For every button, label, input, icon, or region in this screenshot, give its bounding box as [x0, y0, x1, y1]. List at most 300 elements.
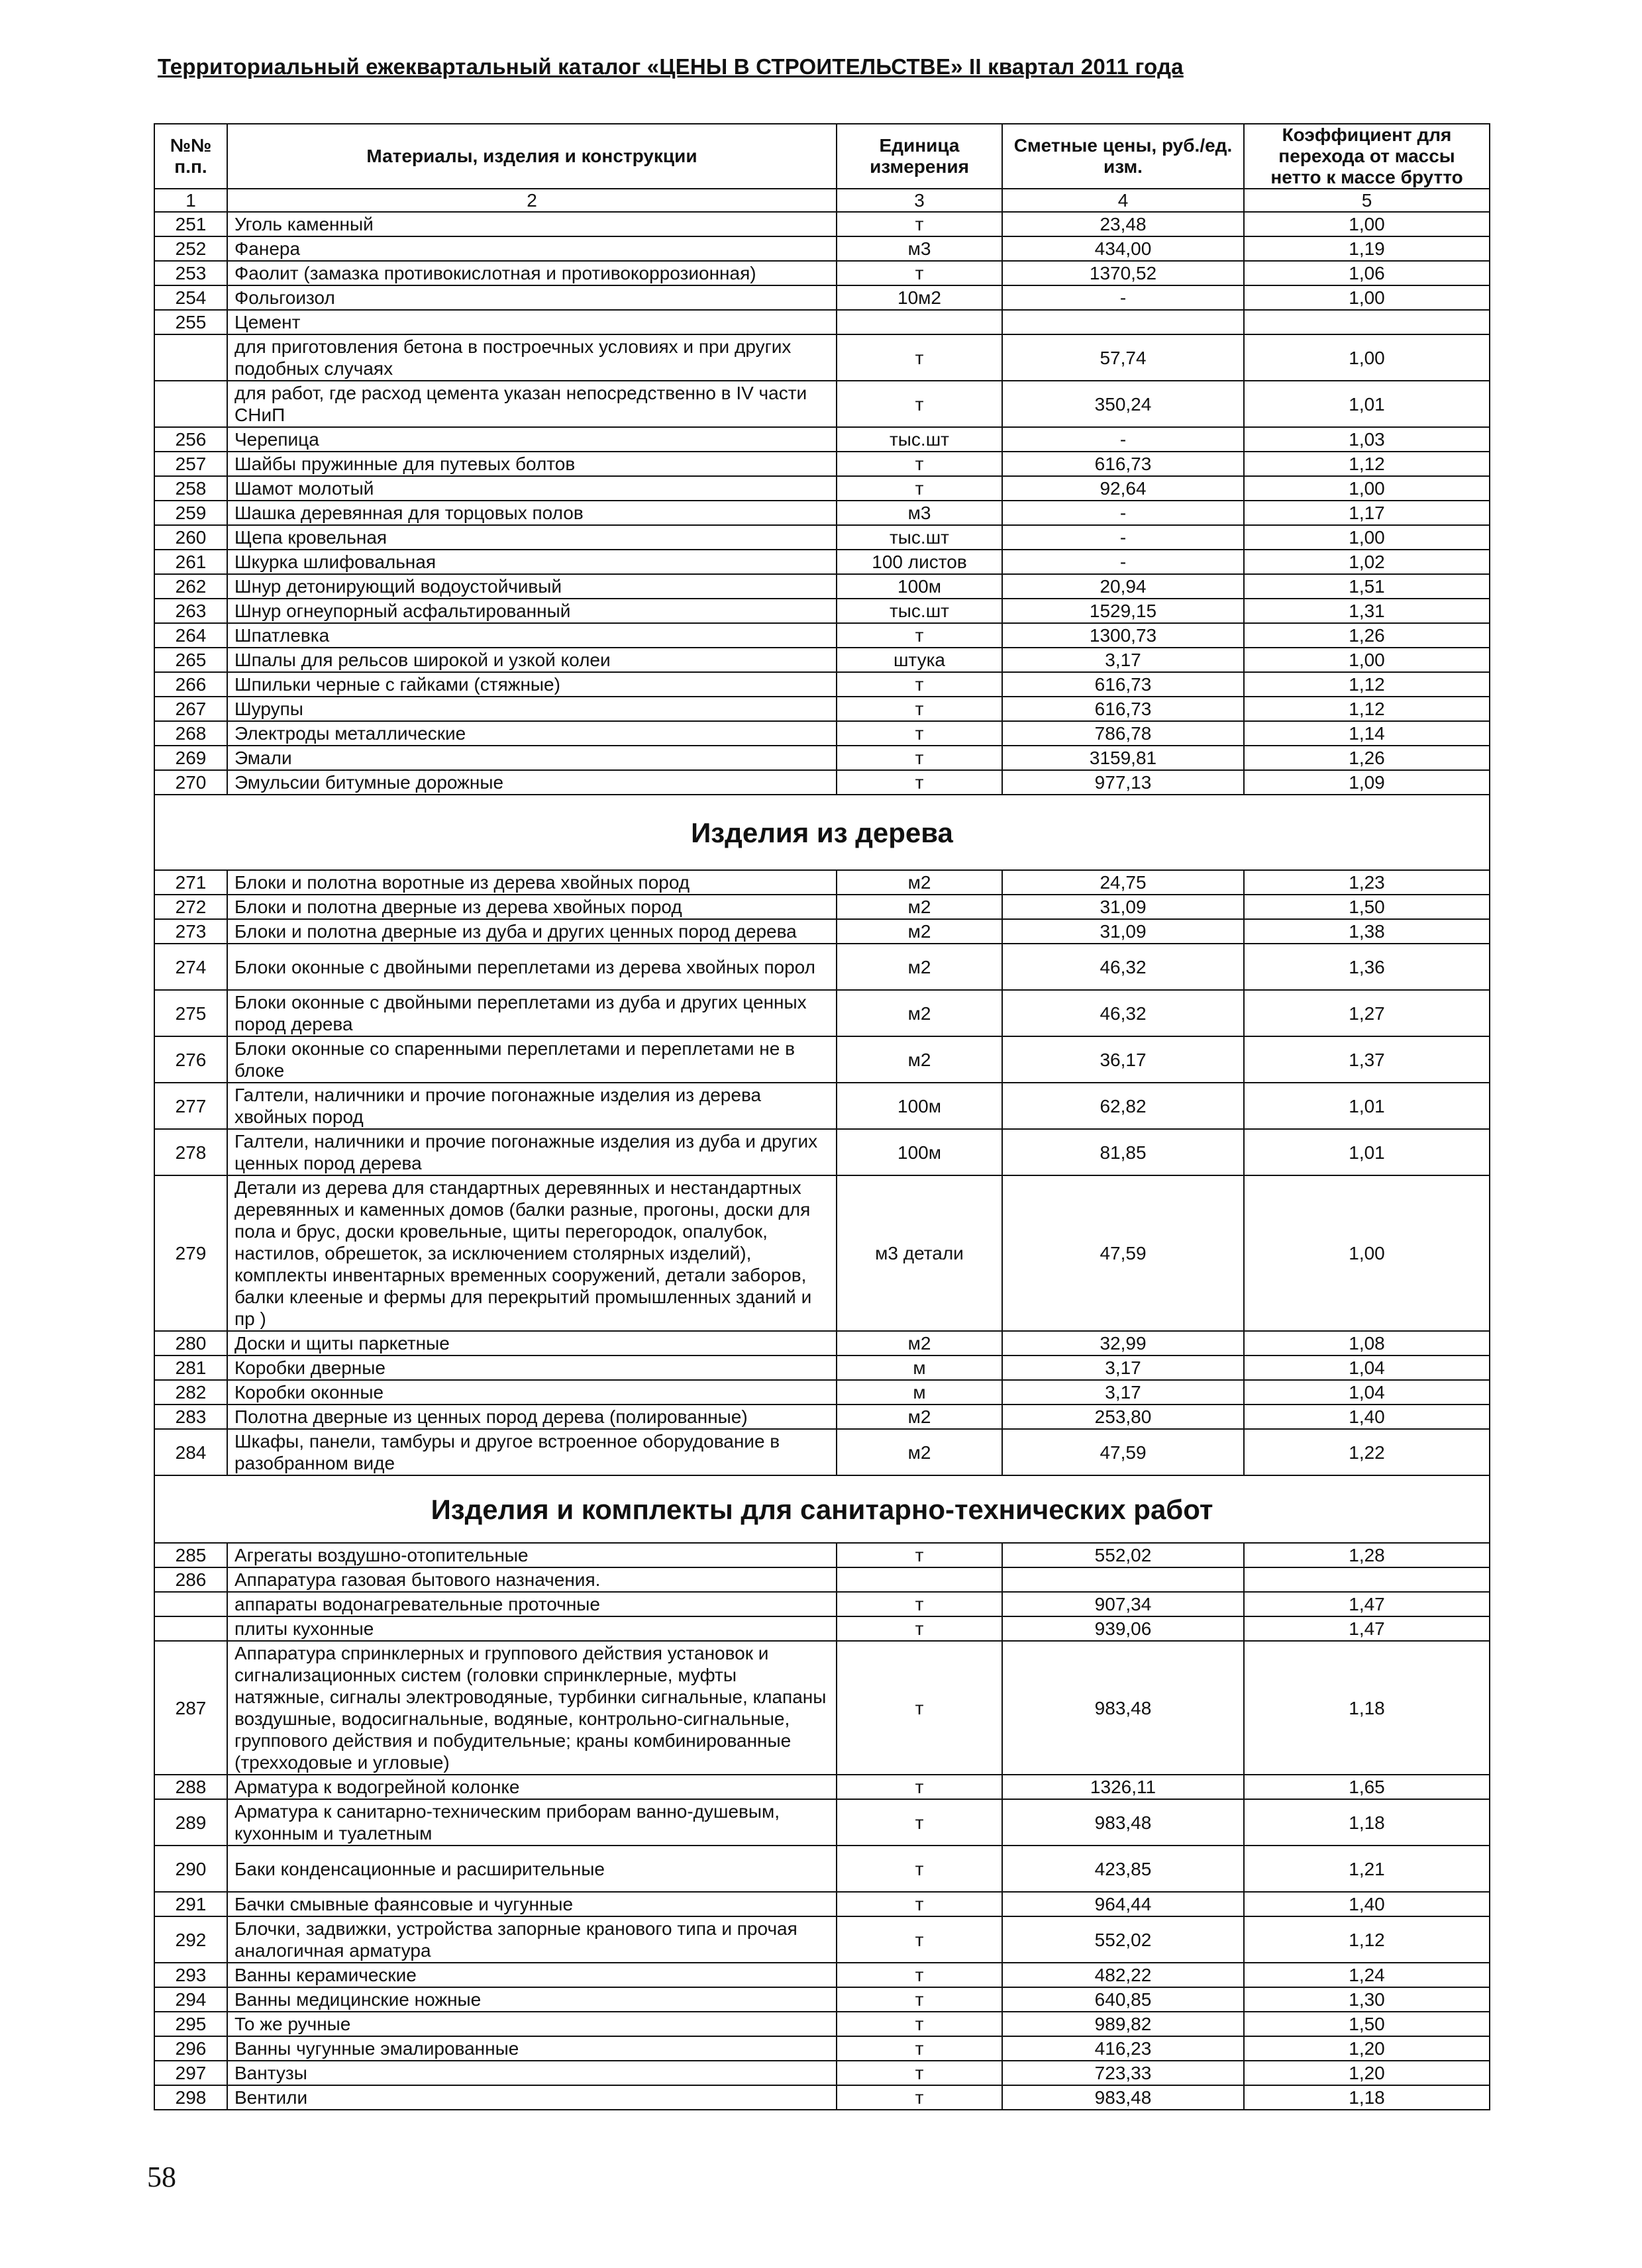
cell-price: 616,73	[1002, 452, 1244, 476]
cell-coefficient: 1,00	[1244, 476, 1490, 501]
cell-name: Блоки и полотна дверные из дерева хвойных пород	[227, 895, 837, 919]
cell-unit: т	[837, 2085, 1002, 2110]
cell-number: 267	[154, 697, 227, 721]
cell-coefficient: 1,12	[1244, 1916, 1490, 1963]
cell-price: 640,85	[1002, 1987, 1244, 2012]
cell-unit: тыс.шт	[837, 525, 1002, 550]
cell-price: -	[1002, 501, 1244, 525]
cell-name: Аппаратура газовая бытового назначения.	[227, 1567, 837, 1592]
cell-price: 1300,73	[1002, 623, 1244, 648]
cell-coefficient: 1,40	[1244, 1892, 1490, 1916]
cell-number: 277	[154, 1083, 227, 1129]
table-row	[154, 574, 1490, 599]
cell-name: Шнур детонирующий водоустойчивый	[227, 574, 837, 599]
cell-coefficient: 1,23	[1244, 870, 1490, 895]
cell-name: для работ, где расход цемента указан непосредственно в IV части СНиП	[227, 381, 837, 427]
cell-name: Фаолит (замазка противокислотная и противокоррозионная)	[227, 261, 837, 285]
price-catalog-table	[154, 123, 1490, 2110]
cell-coefficient: 1,04	[1244, 1356, 1490, 1380]
cell-coefficient: 1,12	[1244, 452, 1490, 476]
cell-unit: т	[837, 1775, 1002, 1799]
cell-price: 939,06	[1002, 1616, 1244, 1641]
cell-unit: м2	[837, 1331, 1002, 1356]
cell-unit: т	[837, 1892, 1002, 1916]
cell-unit: м2	[837, 919, 1002, 944]
cell-coefficient: 1,31	[1244, 599, 1490, 623]
cell-name: Ванны керамические	[227, 1963, 837, 1987]
cell-name: Аппаратура спринклерных и группового действия установок и сигнализационных систем (головки спринклерные, муфты натяжные, сигналы электроводяные, турбинки сигнальные, клапаны воздушные, водосигнальные, водяные, контрольно-сигнальные, группового действия и побудительные; краны комбинированные (трехходовые и угловые)	[227, 1641, 837, 1775]
cell-coefficient: 1,00	[1244, 334, 1490, 381]
cell-price: 81,85	[1002, 1129, 1244, 1175]
cell-price: 3159,81	[1002, 746, 1244, 770]
cell-coefficient: 1,18	[1244, 1799, 1490, 1846]
cell-unit: 100 листов	[837, 550, 1002, 574]
cell-price: 482,22	[1002, 1963, 1244, 1987]
cell-price: 1370,52	[1002, 261, 1244, 285]
cell-unit: т	[837, 212, 1002, 236]
cell-number: 295	[154, 2012, 227, 2036]
table-row	[154, 990, 1490, 1036]
table-row	[154, 746, 1490, 770]
cell-price: 616,73	[1002, 697, 1244, 721]
cell-name: Электроды металлические	[227, 721, 837, 746]
cell-name: Блоки оконные с двойными переплетами из дерева хвойных порол	[227, 944, 837, 990]
table-row	[154, 2012, 1490, 2036]
column-number: 2	[227, 189, 837, 212]
cell-coefficient	[1244, 1567, 1490, 1592]
table-row	[154, 1543, 1490, 1567]
cell-price: 46,32	[1002, 944, 1244, 990]
table-row	[154, 2061, 1490, 2085]
table-row	[154, 1775, 1490, 1799]
table-row	[154, 476, 1490, 501]
cell-name: Блоки оконные со спаренными переплетами и переплетами не в блоке	[227, 1036, 837, 1083]
cell-coefficient: 1,03	[1244, 427, 1490, 452]
cell-unit: т	[837, 770, 1002, 795]
cell-name: Бачки смывные фаянсовые и чугунные	[227, 1892, 837, 1916]
cell-price: 32,99	[1002, 1331, 1244, 1356]
cell-unit: т	[837, 1846, 1002, 1892]
section-wood-body	[154, 795, 1490, 870]
cell-unit: т	[837, 1916, 1002, 1963]
cell-price: 23,48	[1002, 212, 1244, 236]
cell-coefficient: 1,02	[1244, 550, 1490, 574]
cell-name: Ванны чугунные эмалированные	[227, 2036, 837, 2061]
cell-number: 260	[154, 525, 227, 550]
cell-unit: т	[837, 2012, 1002, 2036]
cell-coefficient: 1,24	[1244, 1963, 1490, 1987]
cell-name: Уголь каменный	[227, 212, 837, 236]
table-row	[154, 770, 1490, 795]
table-row	[154, 427, 1490, 452]
cell-price: 552,02	[1002, 1543, 1244, 1567]
cell-unit: т	[837, 1616, 1002, 1641]
table-row	[154, 1963, 1490, 1987]
cell-number: 264	[154, 623, 227, 648]
cell-price: 20,94	[1002, 574, 1244, 599]
cell-price: 350,24	[1002, 381, 1244, 427]
cell-price: 983,48	[1002, 1799, 1244, 1846]
cell-coefficient: 1,04	[1244, 1380, 1490, 1405]
cell-unit: м2	[837, 895, 1002, 919]
cell-number: 286	[154, 1567, 227, 1592]
cell-coefficient: 1,12	[1244, 697, 1490, 721]
cell-name: Шпильки черные с гайками (стяжные)	[227, 672, 837, 697]
cell-name: Доски и щиты паркетные	[227, 1331, 837, 1356]
cell-coefficient: 1,06	[1244, 261, 1490, 285]
cell-coefficient: 1,19	[1244, 236, 1490, 261]
cell-unit: м2	[837, 870, 1002, 895]
cell-coefficient: 1,37	[1244, 1036, 1490, 1083]
cell-unit: м3	[837, 501, 1002, 525]
cell-unit: т	[837, 1543, 1002, 1567]
cell-name: Блоки оконные с двойными переплетами из дуба и других ценных пород дерева	[227, 990, 837, 1036]
cell-number: 263	[154, 599, 227, 623]
cell-price: 1326,11	[1002, 1775, 1244, 1799]
cell-coefficient: 1,00	[1244, 1175, 1490, 1331]
table-row	[154, 919, 1490, 944]
cell-price: 907,34	[1002, 1592, 1244, 1616]
cell-name: плиты кухонные	[227, 1616, 837, 1641]
cell-unit: 100м	[837, 1083, 1002, 1129]
cell-price	[1002, 310, 1244, 334]
cell-name: Эмульсии битумные дорожные	[227, 770, 837, 795]
cell-unit: т	[837, 1592, 1002, 1616]
column-number: 4	[1002, 189, 1244, 212]
cell-name: Коробки оконные	[227, 1380, 837, 1405]
cell-number: 270	[154, 770, 227, 795]
table-row	[154, 1592, 1490, 1616]
table-row	[154, 525, 1490, 550]
cell-number: 266	[154, 672, 227, 697]
cell-name: Черепица	[227, 427, 837, 452]
cell-coefficient: 1,40	[1244, 1405, 1490, 1429]
cell-coefficient: 1,65	[1244, 1775, 1490, 1799]
cell-price: -	[1002, 285, 1244, 310]
cell-name: Агрегаты воздушно-отопительные	[227, 1543, 837, 1567]
cell-name: для приготовления бетона в построечных условиях и при других подобных случаях	[227, 334, 837, 381]
group-materials-body	[154, 212, 1490, 795]
cell-coefficient: 1,00	[1244, 648, 1490, 672]
table-row	[154, 944, 1490, 990]
cell-number: 281	[154, 1356, 227, 1380]
cell-name: То же ручные	[227, 2012, 837, 2036]
cell-number: 256	[154, 427, 227, 452]
group-wood-body	[154, 870, 1490, 1475]
cell-coefficient: 1,18	[1244, 2085, 1490, 2110]
header-coef: Коэффициент для перехода от массы нетто к массе брутто	[1244, 124, 1490, 189]
cell-number: 261	[154, 550, 227, 574]
cell-number: 252	[154, 236, 227, 261]
cell-coefficient: 1,51	[1244, 574, 1490, 599]
cell-name: Арматура к водогрейной колонке	[227, 1775, 837, 1799]
cell-unit: тыс.шт	[837, 599, 1002, 623]
cell-number: 274	[154, 944, 227, 990]
cell-name: Вентили	[227, 2085, 837, 2110]
cell-price: -	[1002, 427, 1244, 452]
cell-number: 251	[154, 212, 227, 236]
cell-name: Галтели, наличники и прочие погонажные изделия из дуба и других ценных пород дерева	[227, 1129, 837, 1175]
cell-unit: м2	[837, 990, 1002, 1036]
cell-number: 254	[154, 285, 227, 310]
column-number: 1	[154, 189, 227, 212]
cell-name: Шурупы	[227, 697, 837, 721]
cell-price: 24,75	[1002, 870, 1244, 895]
table-row	[154, 2085, 1490, 2110]
cell-coefficient: 1,21	[1244, 1846, 1490, 1892]
table-row	[154, 1846, 1490, 1892]
cell-coefficient: 1,50	[1244, 895, 1490, 919]
cell-unit: т	[837, 1987, 1002, 2012]
cell-name: Шкурка шлифовальная	[227, 550, 837, 574]
table-row	[154, 870, 1490, 895]
column-number: 3	[837, 189, 1002, 212]
cell-coefficient: 1,01	[1244, 1129, 1490, 1175]
cell-number: 287	[154, 1641, 227, 1775]
table-row	[154, 672, 1490, 697]
table-row	[154, 1429, 1490, 1475]
cell-number: 290	[154, 1846, 227, 1892]
cell-coefficient: 1,00	[1244, 212, 1490, 236]
cell-number: 278	[154, 1129, 227, 1175]
cell-number: 296	[154, 2036, 227, 2061]
cell-number: 268	[154, 721, 227, 746]
table-row	[154, 721, 1490, 746]
cell-number: 257	[154, 452, 227, 476]
table-row	[154, 1380, 1490, 1405]
cell-name: Эмали	[227, 746, 837, 770]
cell-coefficient: 1,00	[1244, 525, 1490, 550]
cell-unit: м	[837, 1356, 1002, 1380]
cell-number: 271	[154, 870, 227, 895]
cell-number: 276	[154, 1036, 227, 1083]
header-unit: Единица измерения	[837, 124, 1002, 189]
cell-number: 297	[154, 2061, 227, 2085]
table-row	[154, 1356, 1490, 1380]
cell-unit: т	[837, 697, 1002, 721]
cell-price: 1529,15	[1002, 599, 1244, 623]
cell-number: 294	[154, 1987, 227, 2012]
cell-unit: т	[837, 2061, 1002, 2085]
table-header-row	[154, 124, 1490, 189]
table-row	[154, 550, 1490, 574]
cell-unit: т	[837, 1799, 1002, 1846]
cell-coefficient: 1,28	[1244, 1543, 1490, 1567]
column-number: 5	[1244, 189, 1490, 212]
table-row	[154, 285, 1490, 310]
cell-number: 269	[154, 746, 227, 770]
table-row	[154, 1641, 1490, 1775]
table-row	[154, 1916, 1490, 1963]
cell-number	[154, 334, 227, 381]
cell-number: 292	[154, 1916, 227, 1963]
cell-name: Шнур огнеупорный асфальтированный	[227, 599, 837, 623]
cell-unit: штука	[837, 648, 1002, 672]
cell-name: Вантузы	[227, 2061, 837, 2085]
cell-price: 723,33	[1002, 2061, 1244, 2085]
cell-unit: м3	[837, 236, 1002, 261]
table-row	[154, 599, 1490, 623]
cell-number: 293	[154, 1963, 227, 1987]
cell-number: 289	[154, 1799, 227, 1846]
cell-coefficient: 1,09	[1244, 770, 1490, 795]
cell-number	[154, 381, 227, 427]
cell-name: Шайбы пружинные для путевых болтов	[227, 452, 837, 476]
cell-unit: т	[837, 261, 1002, 285]
cell-coefficient: 1,27	[1244, 990, 1490, 1036]
section-heading-sanitary: Изделия и комплекты для санитарно-технических работ	[154, 1475, 1490, 1543]
cell-name: Фанера	[227, 236, 837, 261]
cell-number: 282	[154, 1380, 227, 1405]
cell-unit: тыс.шт	[837, 427, 1002, 452]
cell-name: Блоки и полотна воротные из дерева хвойных пород	[227, 870, 837, 895]
cell-name: Шашка деревянная для торцовых полов	[227, 501, 837, 525]
cell-price: -	[1002, 525, 1244, 550]
cell-coefficient: 1,50	[1244, 2012, 1490, 2036]
cell-coefficient: 1,17	[1244, 501, 1490, 525]
cell-number: 253	[154, 261, 227, 285]
table-row	[154, 452, 1490, 476]
cell-name: Ванны медицинские ножные	[227, 1987, 837, 2012]
cell-price: 983,48	[1002, 2085, 1244, 2110]
cell-unit: т	[837, 334, 1002, 381]
cell-unit: т	[837, 1963, 1002, 1987]
cell-unit: т	[837, 452, 1002, 476]
cell-unit	[837, 1567, 1002, 1592]
cell-number: 285	[154, 1543, 227, 1567]
cell-number: 283	[154, 1405, 227, 1429]
table-row	[154, 501, 1490, 525]
table-row	[154, 212, 1490, 236]
cell-name: аппараты водонагревательные проточные	[227, 1592, 837, 1616]
cell-price: 57,74	[1002, 334, 1244, 381]
cell-price: 46,32	[1002, 990, 1244, 1036]
cell-number	[154, 1616, 227, 1641]
cell-number: 284	[154, 1429, 227, 1475]
table-row	[154, 261, 1490, 285]
table-row	[154, 236, 1490, 261]
cell-name: Шкафы, панели, тамбуры и другое встроенное оборудование в разобранном виде	[227, 1429, 837, 1475]
cell-unit: м2	[837, 944, 1002, 990]
cell-price: 253,80	[1002, 1405, 1244, 1429]
table-row	[154, 1799, 1490, 1846]
table-row	[154, 1175, 1490, 1331]
cell-price: 31,09	[1002, 895, 1244, 919]
cell-unit: м3 детали	[837, 1175, 1002, 1331]
section-heading-row	[154, 795, 1490, 870]
cell-coefficient: 1,00	[1244, 285, 1490, 310]
cell-coefficient: 1,22	[1244, 1429, 1490, 1475]
group-sanitary-body	[154, 1543, 1490, 2110]
table-row	[154, 1083, 1490, 1129]
cell-unit: м2	[837, 1036, 1002, 1083]
table-row	[154, 1567, 1490, 1592]
cell-price: 989,82	[1002, 2012, 1244, 2036]
cell-coefficient: 1,26	[1244, 623, 1490, 648]
cell-number: 275	[154, 990, 227, 1036]
cell-name: Щепа кровельная	[227, 525, 837, 550]
table-row	[154, 895, 1490, 919]
cell-price: 47,59	[1002, 1175, 1244, 1331]
cell-unit: т	[837, 476, 1002, 501]
section-sanitary-body	[154, 1475, 1490, 1543]
cell-price: 786,78	[1002, 721, 1244, 746]
cell-name: Детали из дерева для стандартных деревянных и нестандартных деревянных и каменных домов (балки разные, прогоны, доски для пола и брус, доски кровельные, щиты перегородок, опалубок, настилов, обрешеток, за исключением столярных изделий), комплекты инвентарных временных сооружений, детали заборов, балки клееные и фермы для перекрытий промышленных зданий и пр )	[227, 1175, 837, 1331]
cell-number: 291	[154, 1892, 227, 1916]
cell-price: 964,44	[1002, 1892, 1244, 1916]
cell-name: Шпалы для рельсов широкой и узкой колеи	[227, 648, 837, 672]
table-row	[154, 1892, 1490, 1916]
cell-price: 416,23	[1002, 2036, 1244, 2061]
cell-price: 983,48	[1002, 1641, 1244, 1775]
cell-unit: т	[837, 381, 1002, 427]
cell-price: 434,00	[1002, 236, 1244, 261]
cell-price: 47,59	[1002, 1429, 1244, 1475]
cell-unit: т	[837, 721, 1002, 746]
cell-price: 3,17	[1002, 1356, 1244, 1380]
cell-number: 273	[154, 919, 227, 944]
cell-name: Блочки, задвижки, устройства запорные кранового типа и прочая аналогичная арматура	[227, 1916, 837, 1963]
cell-unit: м	[837, 1380, 1002, 1405]
cell-price	[1002, 1567, 1244, 1592]
section-heading-wood: Изделия из дерева	[154, 795, 1490, 870]
cell-coefficient: 1,47	[1244, 1616, 1490, 1641]
header-name: Материалы, изделия и конструкции	[227, 124, 837, 189]
cell-unit: 100м	[837, 574, 1002, 599]
cell-number: 280	[154, 1331, 227, 1356]
cell-name: Фольгоизол	[227, 285, 837, 310]
cell-number: 262	[154, 574, 227, 599]
cell-name: Галтели, наличники и прочие погонажные изделия из дерева хвойных пород	[227, 1083, 837, 1129]
table-row	[154, 381, 1490, 427]
cell-unit: м2	[837, 1405, 1002, 1429]
cell-name: Баки конденсационные и расширительные	[227, 1846, 837, 1892]
cell-unit: т	[837, 1641, 1002, 1775]
cell-coefficient: 1,18	[1244, 1641, 1490, 1775]
table-row	[154, 648, 1490, 672]
table-row	[154, 1987, 1490, 2012]
table-row	[154, 697, 1490, 721]
table-row	[154, 2036, 1490, 2061]
cell-price: 552,02	[1002, 1916, 1244, 1963]
cell-unit: т	[837, 746, 1002, 770]
cell-coefficient	[1244, 310, 1490, 334]
cell-coefficient: 1,47	[1244, 1592, 1490, 1616]
table-row	[154, 334, 1490, 381]
cell-coefficient: 1,20	[1244, 2061, 1490, 2085]
cell-unit: т	[837, 672, 1002, 697]
table-row	[154, 310, 1490, 334]
cell-name: Блоки и полотна дверные из дуба и других ценных пород дерева	[227, 919, 837, 944]
page-number: 58	[147, 2161, 176, 2193]
table-row	[154, 1616, 1490, 1641]
cell-coefficient: 1,30	[1244, 1987, 1490, 2012]
header-price: Сметные цены, руб./ед. изм.	[1002, 124, 1244, 189]
cell-price: -	[1002, 550, 1244, 574]
cell-price: 423,85	[1002, 1846, 1244, 1892]
cell-price: 92,64	[1002, 476, 1244, 501]
cell-number: 265	[154, 648, 227, 672]
cell-name: Шамот молотый	[227, 476, 837, 501]
cell-number	[154, 1592, 227, 1616]
cell-price: 36,17	[1002, 1036, 1244, 1083]
header-num: №№ п.п.	[154, 124, 227, 189]
cell-number: 259	[154, 501, 227, 525]
cell-coefficient: 1,08	[1244, 1331, 1490, 1356]
cell-name: Шпатлевка	[227, 623, 837, 648]
cell-coefficient: 1,20	[1244, 2036, 1490, 2061]
cell-unit: м2	[837, 1429, 1002, 1475]
